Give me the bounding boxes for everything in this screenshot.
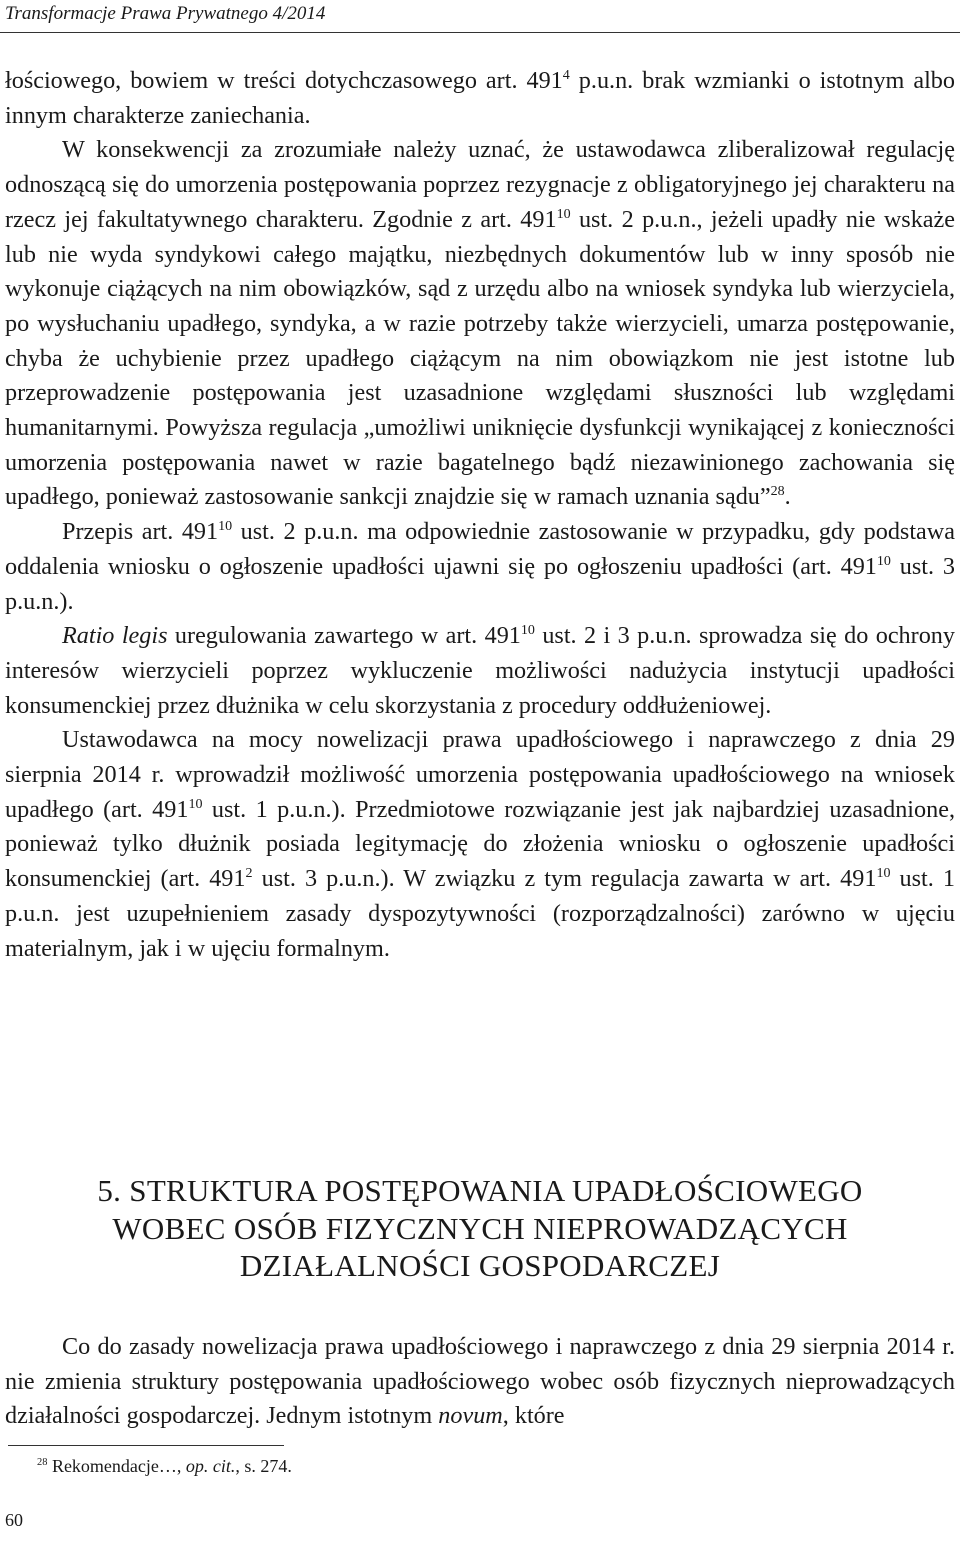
footnote-number: 28 (37, 1457, 48, 1468)
paragraph (5, 1330, 955, 1434)
superscript: 10 (218, 518, 233, 535)
paragraph (5, 133, 955, 515)
text-run: ust. 2 i 3 p.u.n. sprowadza się do ochrony interesów wierzycieli poprzez wykluczenie możliwości nadużycia instytucji upadłości konsumenckiej przez dłużnika w celu skorzystania z procedury oddłużeniowej. (5, 622, 955, 719)
text-run: Co do zasady nowelizacja prawa upadłościowego i naprawczego z dnia 29 sierpnia 2014 r. nie zmienia struktury postępowania upadłościowego wobec osób fizycznych nieprowadzących działalności gospodarczej. Jednym istotnym (5, 1333, 955, 1430)
footnote (37, 1456, 292, 1477)
text-run: ust. 1 p.u.n.). Przedmiotowe rozwiązanie jest jak najbardziej uzasadnione, ponieważ tylko dłużnik posiada legitymację do złożenia wniosku o ogłoszenie upadłości konsumenckiej (art. 491 (5, 795, 955, 893)
running-header: Transformacje Prawa Prywatnego 4/2014 (5, 3, 326, 24)
superscript: 10 (188, 795, 203, 812)
section-heading-line: WOBEC OSÓB FIZYCZNYCH NIEPROWADZĄCYCH (112, 1210, 848, 1246)
header-divider (0, 32, 960, 33)
paragraph (5, 619, 955, 723)
text-run: Przepis art. 491 (62, 518, 219, 546)
text-run: uregulowania zawartego w art. 491 (167, 622, 521, 650)
superscript: 28 (770, 483, 785, 500)
italic-text: op. cit. (185, 1456, 236, 1476)
text-run: Rekomendacje…, (47, 1456, 186, 1476)
text-run: ust. 3 p.u.n.). W związku z tym regulacja zawarta w art. 491 (252, 865, 877, 893)
superscript: 4 (562, 66, 570, 83)
superscript: 10 (876, 865, 891, 882)
paragraph (5, 64, 955, 133)
text-run: ust. 2 p.u.n. ma odpowiednie zastosowanie w przypadku, gdy podstawa oddalenia wniosku o ogłoszenie upadłości ujawni się po ogłoszeniu upadłości (art. 491 (5, 518, 955, 580)
superscript: 10 (556, 205, 571, 222)
footnote-divider (8, 1445, 284, 1446)
text-run: . (784, 483, 791, 511)
text-run: W konsekwencji za zrozumiałe należy uznać, że ustawodawca zliberalizował regulację odnoszącą się do umorzenia postępowania poprzez rezygnacje z obligatoryjnego jej charakteru na rzecz jej fakultatywnego charakteru. Zgodnie z art. 491 (5, 136, 955, 233)
page-number: 60 (5, 1510, 23, 1530)
body-text (5, 64, 955, 966)
section-heading (0, 1172, 960, 1285)
text-run: ust. 1 p.u.n. jest uzupełnieniem zasady dyspozytywności (rozporządzalności) zarówno w ujęciu materialnym, jak i w ujęciu formalnym. (5, 865, 955, 962)
section-heading-line: DZIAŁALNOŚCI GOSPODARCZEJ (239, 1248, 721, 1283)
section-body (5, 1330, 955, 1434)
paragraph (5, 723, 955, 966)
italic-text: novum (438, 1402, 503, 1430)
section-heading-line: 5. STRUKTURA POSTĘPOWANIA UPADŁOŚCIOWEGO (97, 1173, 863, 1208)
text-run: ust. 2 p.u.n., jeżeli upadły nie wskaże lub nie wyda syndykowi całego majątku, niezbędnych dokumentów lub w inny sposób nie wykonuje ciążących na nim obowiązków, sąd z urzędu albo na wniosek syndyka lub wierzyciela, po wysłuchaniu upadłego, syndyka, a w razie potrzeby także wierzycieli, umarza postępowanie, chyba że uchybienie przez upadłego ciążącym na nim obowiązkom nie jest istotne lub przeprowadzenie postępowania jest uzasadnione względami słuszności lub względami humanitarnymi. Powyższa regulacja „umożliwi uniknięcie dysfunkcji wynikającej z konieczności umorzenia postępowania nawet w razie bagatelnego bądź niezawinionego zachowania się upadłego, ponieważ zastosowanie sankcji znajdzie się w ramach uznania sądu” (5, 205, 955, 511)
text-run: p.u.n. brak wzmianki o istotnym albo innym charakterze zaniechania. (5, 67, 955, 129)
superscript: 2 (245, 865, 253, 882)
paragraph (5, 515, 955, 619)
italic-text: Ratio legis (62, 622, 168, 650)
text-run: Ustawodawca na mocy nowelizacji prawa upadłościowego i naprawczego z dnia 29 sierpnia 2014 r. wprowadził możliwość umorzenia postępowania upadłościowego na wniosek upadłego (art. 491 (5, 726, 955, 823)
footnote-text (47, 1456, 291, 1476)
superscript: 10 (876, 552, 891, 569)
superscript: 10 (520, 622, 535, 639)
text-run: ust. 3 p.u.n.). (5, 552, 955, 615)
text-run: , s. 274. (235, 1456, 292, 1476)
text-run: , które (502, 1402, 565, 1430)
text-run: łościowego, bowiem w treści dotychczasowego art. 491 (5, 67, 563, 94)
